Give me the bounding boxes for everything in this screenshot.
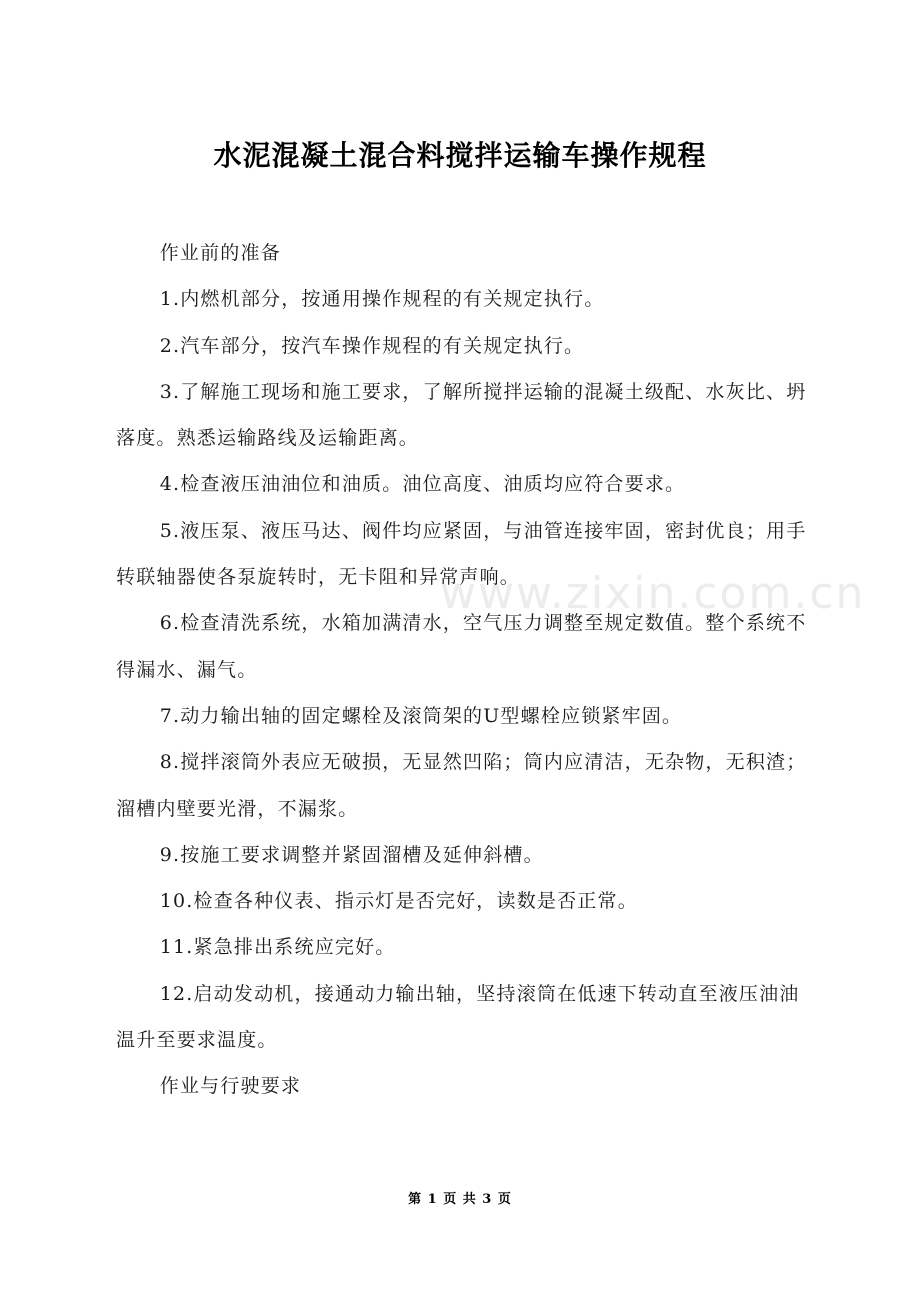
paragraph-6: 6.检查清洗系统，水箱加满清水，空气压力调整至规定数值。整个系统不得漏水、漏气。 (116, 612, 807, 681)
paragraph-2: 2.汽车部分，按汽车操作规程的有关规定执行。 (159, 334, 585, 357)
watermark: www.zixin.com.cn (440, 568, 866, 619)
paragraph-9: 9.按施工要求调整并紧固溜槽及延伸斜槽。 (159, 843, 544, 866)
section-heading-operation: 作业与行驶要求 (159, 1075, 302, 1098)
document-body (116, 230, 816, 1110)
paragraph-3: 3.了解施工现场和施工要求，了解所搅拌运输的混凝土级配、水灰比、坍落度。熟悉运输路线及运输距离。 (116, 380, 807, 450)
paragraph-1: 1.内燃机部分，按通用操作规程的有关规定执行。 (159, 288, 605, 311)
paragraph-7: 7.动力输出轴的固定螺栓及滚筒架的U型螺栓应锁紧牢固。 (159, 704, 683, 727)
page-footer: 第 1 页 共 3 页 (408, 1192, 512, 1207)
paragraph-12: 12.启动发动机，接通动力输出轴，坚持滚筒在低速下转动直至液压油油温升至要求温度。 (116, 982, 800, 1052)
paragraph-11: 11.紧急排出系统应完好。 (159, 936, 396, 959)
paragraph-8: 8.搅拌滚筒外表应无破损，无显然凹陷；筒内应清洁，无杂物，无积渣；溜槽内壁要光滑，不漏浆。 (116, 751, 807, 820)
page-title: 水泥混凝土混合料搅拌运输车操作规程 (213, 139, 707, 172)
paragraph-10: 10.检查各种仪表、指示灯是否完好，读数是否正常。 (159, 890, 638, 913)
paragraph-4: 4.检查液压油油位和油质。油位高度、油质均应符合要求。 (159, 473, 686, 496)
section-heading-preparation: 作业前的准备 (159, 242, 281, 264)
paragraph-5: 5.液压泵、液压马达、阀件均应紧固，与油管连接牢固，密封优良；用手转联轴器使各泵旋转时，无卡阻和异常声响。 (116, 519, 807, 589)
